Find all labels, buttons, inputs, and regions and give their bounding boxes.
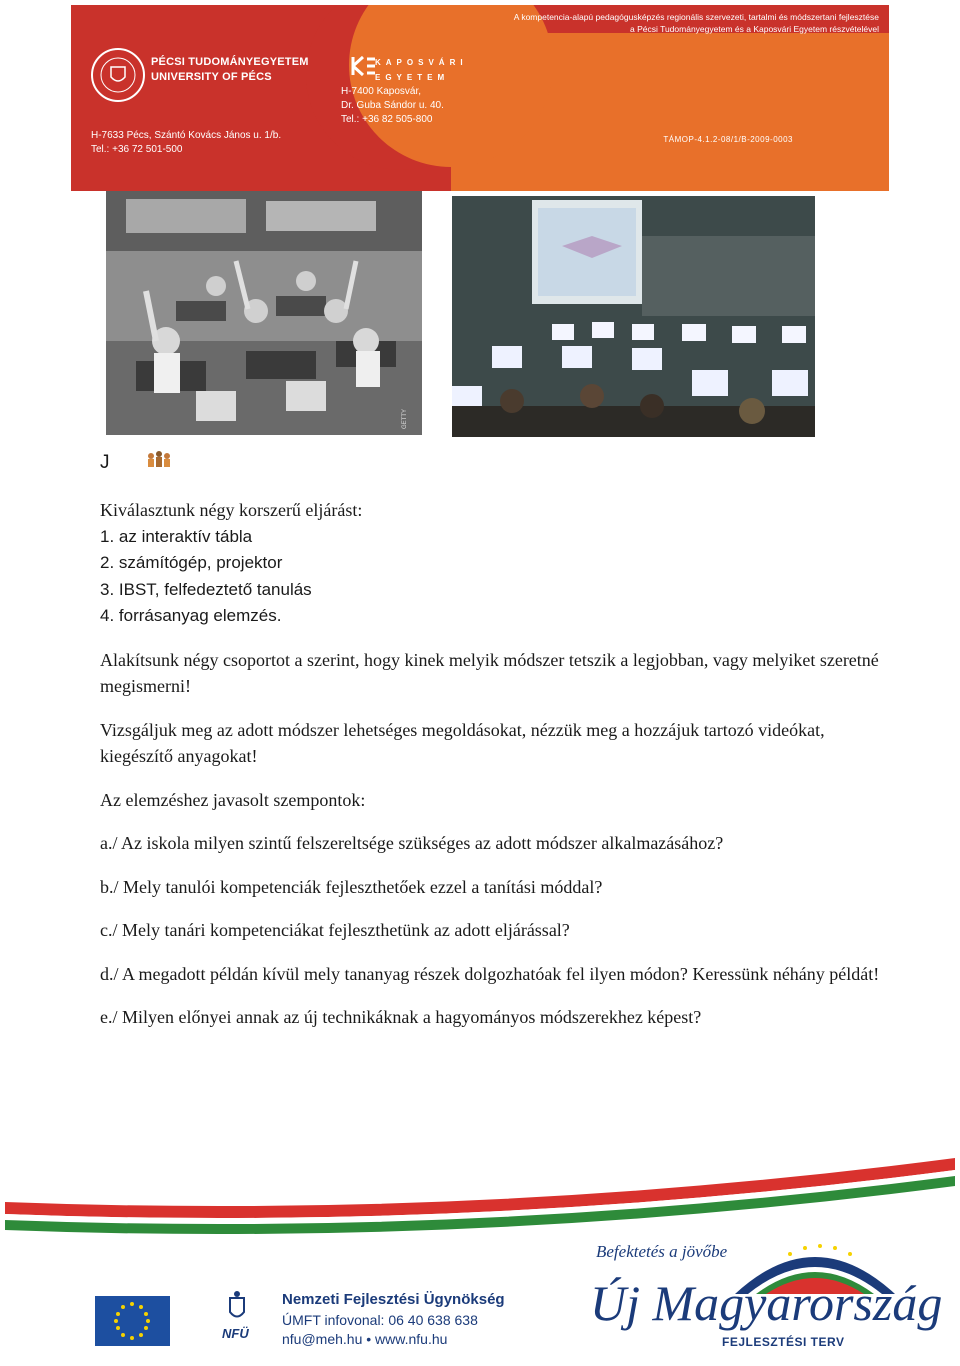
project-tagline <box>514 11 879 35</box>
project-code: TÁMOP-4.1.2-08/1/B-2009-0003 <box>663 135 793 144</box>
university-name-hu: PÉCSI TUDOMÁNYEGYETEM <box>151 56 309 68</box>
nfu-crest-icon <box>230 1298 244 1317</box>
criteria-title: Az elemzéshez javasolt szempontok: <box>100 789 366 810</box>
paragraph-examine: Vizsgáljuk meg az adott módszer lehetséges megoldásokat, nézzük meg a hozzájuk tartozó videókat, kiegészítő anyagokat! <box>100 719 825 766</box>
kaposvar-name-2: EGYETEM <box>375 73 450 82</box>
photo-credit: GETTY <box>402 408 408 429</box>
criteria-item: d./ A megadott példán kívül mely tananyag részek dolgozhatóak fel ilyen módon? Keressünk néhány példát! <box>100 963 880 984</box>
university-address: H-7633 Pécs, Szántó Kovács János u. 1/b. <box>91 130 282 141</box>
university-phone: Tel.: +36 72 501-500 <box>91 144 183 155</box>
slogan: Befektetés a jövőbe <box>596 1242 728 1261</box>
tagline-line-2: a Pécsi Tudományegyetem és a Kaposvári Egyetem részvételével <box>630 24 879 34</box>
criteria-item: e./ Milyen előnyei annak az új technikáknak a hagyományos módszerekhez képest? <box>100 1007 702 1027</box>
nfu-logo-text: NFÜ <box>222 1326 249 1341</box>
criteria-item: b./ Mely tanulói kompetenciák fejleszthetőek ezzel a tanítási móddal? <box>100 876 603 897</box>
kaposvar-address-2: Dr. Guba Sándor u. 40. <box>341 100 444 111</box>
paragraph-groups: Alakítsunk négy csoportot a szerint, hogy kinek melyik módszer tetszik a legjobban, vagy melyiket szeretné megismerni! <box>100 649 879 696</box>
document-body <box>100 497 880 1031</box>
criteria-item: a./ Az iskola milyen szintű felszereltsége szükséges az adott módszer alkalmazásához? <box>100 833 724 853</box>
footer <box>0 1150 960 1366</box>
agency-name: Nemzeti Fejlesztési Ügynökség <box>282 1291 505 1308</box>
tagline-line-1: A kompetencia-alapú pedagógusképzés regionális szervezeti, tartalmi és módszertani fejlesztése <box>513 12 879 22</box>
intro-text: Kiválasztunk négy korszerű eljárást: <box>100 500 363 520</box>
method-item: 1. az interaktív tábla <box>100 526 253 546</box>
university-contact <box>91 129 281 157</box>
kaposvar-name <box>375 55 468 85</box>
method-item: 2. számítógép, projektor <box>100 553 283 572</box>
computer-lab-photo-right <box>452 196 815 437</box>
header-banner <box>71 5 889 191</box>
infovonal: ÚMFT infovonal: 06 40 638 638 <box>282 1312 478 1328</box>
classroom-photo-left <box>106 191 422 435</box>
group-people-icon <box>146 450 172 473</box>
agency-contact: nfu@meh.hu • www.nfu.hu <box>282 1331 448 1347</box>
footer-graphics <box>0 1150 960 1366</box>
kaposvar-address-1: H-7400 Kaposvár, <box>341 86 422 97</box>
kaposvar-name-1: KAPOSVÁRI <box>375 58 468 67</box>
university-name <box>151 55 309 85</box>
kaposvar-contact <box>341 85 444 127</box>
method-item: 4. forrásanyag elemzés. <box>100 606 282 625</box>
program-subtitle: FEJLESZTÉSI TERV <box>722 1335 845 1349</box>
kaposvar-phone: Tel.: +36 82 505-800 <box>341 114 433 125</box>
university-name-en: UNIVERSITY OF PÉCS <box>151 71 272 83</box>
method-item: 3. IBST, felfedeztető tanulás <box>100 579 312 599</box>
program-title: Új Magyarország <box>590 1275 943 1331</box>
section-label: J <box>100 452 110 473</box>
criteria-item: c./ Mely tanári kompetenciákat fejleszthetünk az adott eljárással? <box>100 920 570 940</box>
